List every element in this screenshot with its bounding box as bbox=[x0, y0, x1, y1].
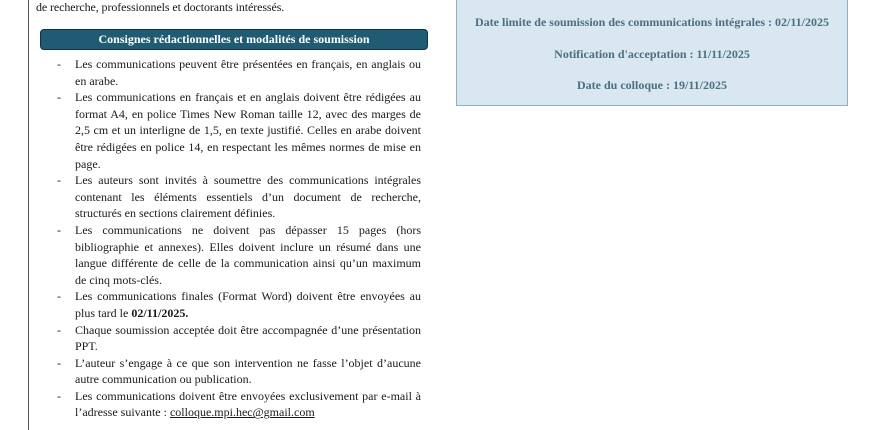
deadline-date: 02/11/2025. bbox=[131, 305, 189, 320]
list-item bbox=[0, 172, 421, 222]
section-title-banner bbox=[40, 29, 428, 50]
list-item bbox=[0, 89, 421, 172]
section-title: Consignes rédactionnelles et modalités de soumission bbox=[98, 32, 370, 46]
dash-bullet: - bbox=[57, 90, 61, 105]
dash-bullet: - bbox=[57, 289, 61, 304]
dash-bullet: - bbox=[57, 388, 61, 403]
list-item bbox=[0, 288, 421, 321]
dash-bullet: - bbox=[57, 173, 61, 188]
email-sentence: Les communications doivent être envoyées exclusivement par e-mail à l’adresse suivante : bbox=[75, 388, 421, 420]
dash-bullet: - bbox=[57, 57, 61, 71]
list-item bbox=[0, 322, 421, 355]
submission-deadline: Date limite de soumission des communications intégrales : 02/11/2025 bbox=[475, 15, 829, 29]
list-item bbox=[0, 222, 421, 288]
colloque-date: Date du colloque : 19/11/2025 bbox=[576, 78, 727, 92]
list-item-text-deadline bbox=[75, 288, 421, 321]
email-link[interactable]: colloque.mpi.hec@gmail.com bbox=[169, 405, 315, 420]
intro-fragment: de recherche, professionnels et doctorants intéressés. bbox=[36, 0, 285, 14]
list-item-text-email bbox=[75, 388, 421, 421]
list-item bbox=[0, 388, 421, 421]
list-item bbox=[0, 56, 421, 89]
list-item-text: Les communications ne doivent pas dépasser 15 pages (hors bibliographie et annexes). Elles doivent inclure un résumé dans une langue différente de celle de la communication ainsi qu’un maximum de cinq mots-clés. bbox=[75, 222, 421, 287]
deadline-sentence: Les communications finales (Format Word) doivent être envoyées au plus tard le bbox=[75, 289, 421, 320]
consignes-list bbox=[0, 56, 421, 421]
list-item-text: Les auteurs sont invités à soumettre des communications intégrales contenant les éléments essentiels d’un document de recherche, structurés en sections clairement définies. bbox=[75, 173, 421, 221]
key-dates-box bbox=[456, 0, 848, 106]
list-item-text: Les communications en français et en anglais doivent être rédigées au format A4, en police Times New Roman taille 12, avec des marges de 2,5 cm et un interligne de 1,5, en texte justifié. Celles en arabe doivent être rédigées en police 14, en respectant les mêmes normes de mise en page. bbox=[75, 90, 421, 171]
dash-bullet: - bbox=[57, 355, 61, 370]
list-item-text: Les communications peuvent être présentées en français, en anglais ou en arabe. bbox=[75, 57, 421, 88]
acceptance-notification: Notification d'acceptation : 11/11/2025 bbox=[554, 47, 750, 61]
list-item-text: Chaque soumission acceptée doit être accompagnée d’une présentation PPT. bbox=[75, 322, 421, 354]
list-item bbox=[0, 355, 421, 388]
dash-bullet: - bbox=[57, 222, 61, 237]
dash-bullet: - bbox=[57, 322, 61, 337]
list-item-text: L’auteur s’engage à ce que son intervention ne fasse l’objet d’aucune autre communication ou publication. bbox=[75, 355, 421, 387]
